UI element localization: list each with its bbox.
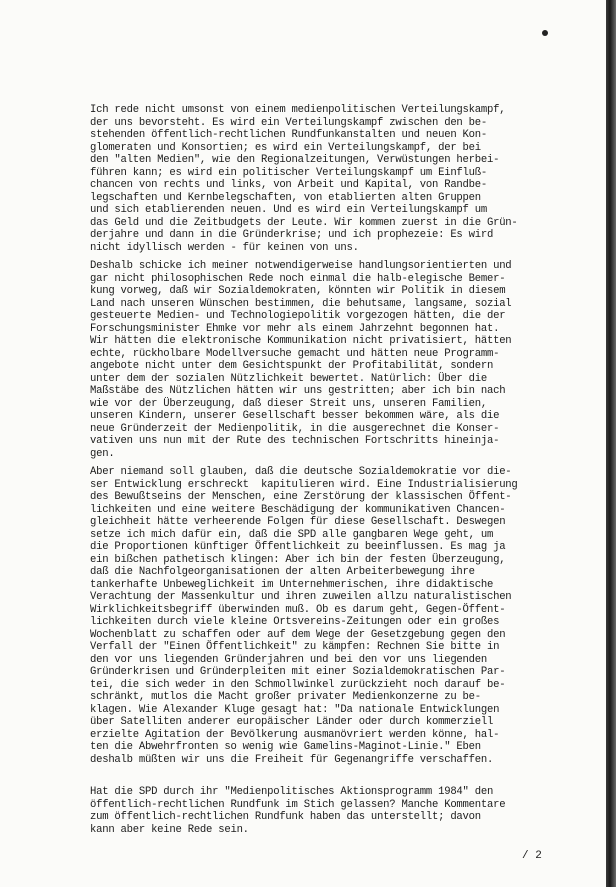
paragraph-3: Aber niemand soll glauben, daß die deutsche Sozialdemokratie vor die- ser Entwicklung erschreckt kapitulieren wird. Eine Industrialisierung des Bewußtseins der Menschen, eine Zerstörung der klassischen Öffent- lichkeiten und eine weitere Beschädigung der kommunikativen Chancen- gleichheit hätte verheerende Folgen für diese Gesellschaft. Deswegen setze ich mich dafür ein, daß die SPD alle gangbaren Wege geht, um die Proportionen künftiger Öffentlichkeit zu beeinflussen. Es mag ja ein bißchen pathetisch klingen: Aber ich bin der festen Überzeugung, daß die Nachfolgeorganisationen der alten Arbeiterbewegung ihre tankerhafte Unbeweglichkeit im Unternehmerischen, ihre didaktische Verachtung der Massenkultur und ihren zuweilen allzu naturalistischen Wirklichkeitsbegriff überwinden muß. Ob es darum geht, Gegen-Öffent- lichkeiten durch viele kleine Ortsvereins-Zeitungen oder ein großes Wochenblatt zu schaffen oder auf dem Wege der Gesetzgebung gegen den Verfall der "Einen Öffentlichkeit" zu kämpfen: Rechnen Sie bitte in den vor uns liegenden Gründerjahren und bei den vor uns liegenden Gründerkrisen und Gründerpleiten mit einer Sozialdemokratischen Par- tei, die sich weder in den Schmollwinkel zurückzieht noch darauf be- schränkt, mutlos die Macht großer privater Medienkonzerne zu be- klagen. Wie Alexander Kluge gesagt hat: "Da nationale Entwicklungen über Satelliten anderer europäischer Länder oder durch kommerziell erzielte Agitation der Bevölkerung ausmanövriert werden könne, hal- ten die Abwehrfronten so wenig wie Gamelins-Maginot-Linie." Eben deshalb müßten wir uns die Freiheit für Gegenangriffe verschaffen. <box>90 466 518 766</box>
scan-edge <box>606 0 616 887</box>
ink-speck <box>542 30 548 36</box>
paragraph-1: Ich rede nicht umsonst von einem medienpolitischen Verteilungskampf, der uns bevorsteht. Es wird ein Verteilungskampf zwischen den be- stehenden öffentlich-rechtlichen Rundfunkanstalten und neuen Kon- glomeraten und Konsortien; es wird ein Verteilungskampf, der bei den "alten Medien", wie den Regionalzeitungen, Verwüstungen herbei- führen kann; es wird ein politischer Verteilungskampf um Einfluß- chancen von rechts und links, von Arbeit und Kapital, von Randbe- legschaften und Kernbelegschaften, von etablierten alten Gruppen und sich etablierenden neuen. Und es wird ein Verteilungskampf um das Geld und die Zeitbudgets der Leute. Wir kommen zuerst in die Grün- derjahre und dann in die Gründerkrise; und ich prophezeie: Es wird nicht idyllisch werden - für keinen von uns. <box>90 104 518 254</box>
paragraph-4: Hat die SPD durch ihr "Medienpolitisches Aktionsprogramm 1984" den öffentlich-rechtlichen Rundfunk im Stich gelassen? Manche Kommentare zum öffentlich-rechtlichen Rundfunk haben das unterstellt; davon kann aber keine Rede sein. <box>90 786 506 836</box>
page-number: / 2 <box>522 850 542 862</box>
paragraph-2: Deshalb schicke ich meiner notwendigerweise handlungsorientierten und gar nicht philosophischen Rede noch einmal die halb-elegische Bemer- kung vorweg, daß wir Sozialdemokraten, könnten wir Politik in diesem Land nach unseren Wünschen bestimmen, die behutsame, langsame, sozial gesteuerte Medien- und Technologiepolitik vorgezogen hätten, die der Forschungsminister Ehmke vor mehr als einem Jahrzehnt begonnen hat. Wir hätten die elektronische Kommunikation nicht privatisiert, hätten echte, rückholbare Modellversuche gemacht und hätten neue Programm- angebote nicht unter dem Gesichtspunkt der Profitabilität, sondern unter dem der sozialen Nützlichkeit bewertet. Natürlich: Über die Maßstäbe des Nützlichen hätten wir uns gestritten; aber ich bin nach wie vor der Überzeugung, daß dieser Streit uns, unseren Familien, unseren Kindern, unserer Gesellschaft besser bekommen wäre, als die neue Gründerzeit der Medienpolitik, in die ausgerechnet die Konser- vativen uns nun mit der Rute des technischen Fortschritts hineinja- gen. <box>90 260 512 460</box>
